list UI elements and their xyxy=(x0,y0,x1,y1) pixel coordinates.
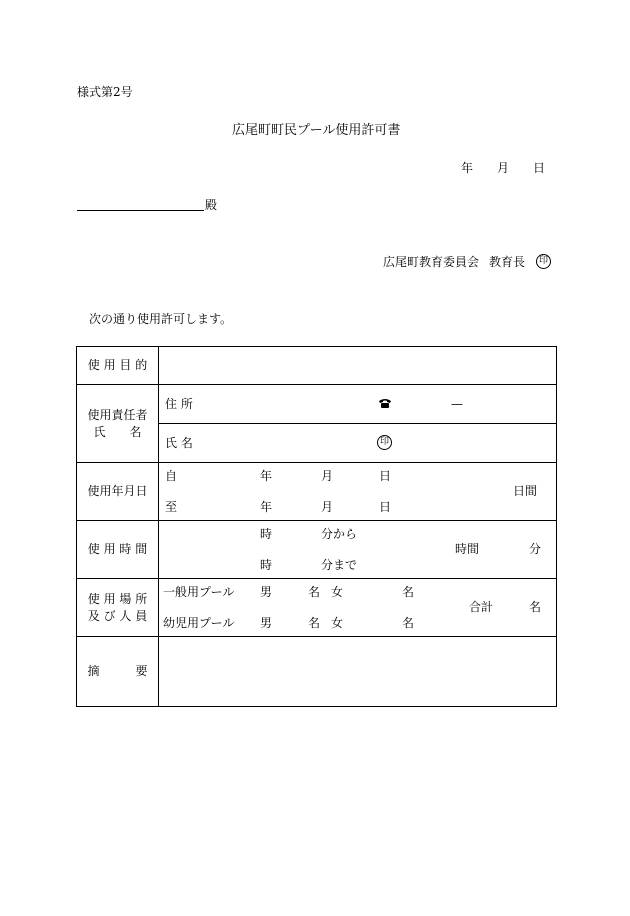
date-month-label: 月 xyxy=(497,161,510,175)
phone-icon xyxy=(378,398,392,408)
general-female-label: 女 xyxy=(331,585,344,599)
name-label: 氏 名 xyxy=(165,436,193,450)
responsible-address-row xyxy=(77,385,557,424)
kids-female-label: 女 xyxy=(331,616,344,630)
time-label: 使 用 時 間 xyxy=(77,521,159,579)
date-to-month: 月 xyxy=(321,500,334,514)
date-from-year: 年 xyxy=(260,469,273,483)
place-label xyxy=(77,579,159,637)
time-from-min: 分から xyxy=(321,527,358,541)
purpose-field[interactable] xyxy=(159,347,557,385)
time-field[interactable] xyxy=(159,521,557,579)
dates-row xyxy=(77,463,557,521)
place-label-line1: 使 用 場 所 xyxy=(87,591,148,606)
date-from-month: 月 xyxy=(321,469,334,483)
address-label: 住 所 xyxy=(165,397,193,411)
time-from-hour: 時 xyxy=(260,527,273,541)
time-row xyxy=(77,521,557,579)
date-from-day: 日 xyxy=(379,469,392,483)
date-to-year: 年 xyxy=(260,500,273,514)
purpose-row xyxy=(77,347,557,385)
dates-field[interactable] xyxy=(159,463,557,521)
place-row xyxy=(77,579,557,637)
remarks-field[interactable] xyxy=(159,637,557,707)
intro-text: 次の通り使用許可します。 xyxy=(89,312,233,326)
form-number: 様式第2号 xyxy=(77,85,133,99)
time-to-min: 分まで xyxy=(321,558,358,572)
total-label: 合計 xyxy=(469,600,494,614)
dates-label: 使用年月日 xyxy=(77,463,159,521)
kids-male-unit: 名 xyxy=(308,616,321,630)
responsible-label xyxy=(77,385,159,463)
issuer-seal-icon: 印 xyxy=(536,254,551,269)
remarks-label: 摘 要 xyxy=(77,637,159,707)
date-day-label: 日 xyxy=(533,161,546,175)
permit-form-table xyxy=(76,346,557,707)
name-field[interactable] xyxy=(159,424,557,463)
place-label-line2: 及 び 人 員 xyxy=(87,608,148,623)
date-to-label: 至 xyxy=(165,500,178,514)
general-male-unit: 名 xyxy=(308,585,321,599)
remarks-row xyxy=(77,637,557,707)
addressee-line xyxy=(77,210,204,211)
kids-male-label: 男 xyxy=(260,616,273,630)
days-unit: 日間 xyxy=(513,484,538,498)
kids-pool-label: 幼児用プール xyxy=(163,616,235,630)
document-title: 広尾町町民プール使用許可書 xyxy=(232,123,401,138)
responsible-label-line2: 氏 名 xyxy=(93,424,142,439)
responsible-label-line1: 使用責任者 xyxy=(87,407,148,422)
general-pool-label: 一般用プール xyxy=(163,585,235,599)
phone-dash: — xyxy=(451,397,463,411)
date-from-label: 自 xyxy=(165,469,178,483)
general-female-unit: 名 xyxy=(402,585,415,599)
kids-female-unit: 名 xyxy=(402,616,415,630)
issuer-position: 教育長 xyxy=(489,255,526,269)
minutes-unit: 分 xyxy=(529,542,542,556)
place-field[interactable] xyxy=(159,579,557,637)
general-male-label: 男 xyxy=(260,585,273,599)
date-to-day: 日 xyxy=(379,500,392,514)
address-field[interactable] xyxy=(159,385,557,424)
applicant-seal-icon: 印 xyxy=(377,435,392,450)
total-unit: 名 xyxy=(529,600,542,614)
purpose-label: 使 用 目 的 xyxy=(77,347,159,385)
issuer-org: 広尾町教育委員会 xyxy=(383,255,480,269)
addressee-suffix: 殿 xyxy=(205,198,218,212)
time-to-hour: 時 xyxy=(260,558,273,572)
hours-unit: 時間 xyxy=(455,542,480,556)
date-year-label: 年 xyxy=(461,161,474,175)
